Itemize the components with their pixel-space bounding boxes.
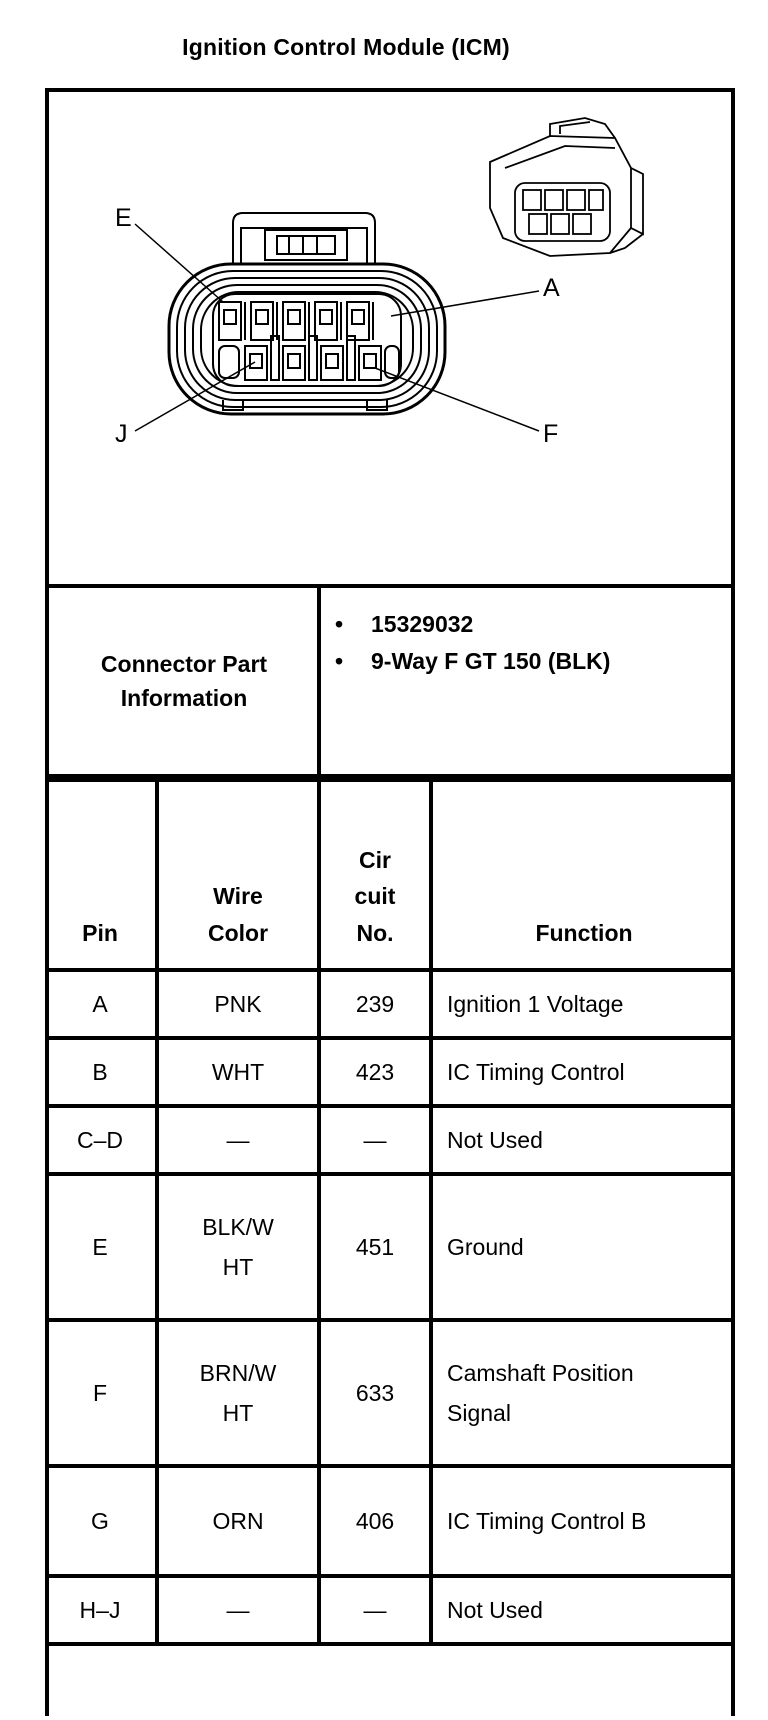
connector-part-info-row bbox=[45, 588, 735, 778]
cell-function: Ignition 1 Voltage bbox=[431, 970, 735, 1038]
pin-table bbox=[45, 778, 735, 1646]
cell-pin: C–D bbox=[45, 1106, 157, 1174]
table-row bbox=[45, 1320, 735, 1466]
cell-function: IC Timing Control bbox=[431, 1038, 735, 1106]
table-row bbox=[45, 970, 735, 1038]
cell-pin: G bbox=[45, 1466, 157, 1576]
table-row bbox=[45, 1466, 735, 1576]
cell-function: IC Timing Control B bbox=[431, 1466, 735, 1576]
cell-wire-color: ORN bbox=[157, 1466, 319, 1576]
connector-part-info-list bbox=[335, 606, 610, 680]
cell-wire-color: — bbox=[157, 1106, 319, 1174]
table-header-row bbox=[45, 780, 735, 970]
table-row bbox=[45, 1106, 735, 1174]
cell-wire-color: WHT bbox=[157, 1038, 319, 1106]
cell-circuit-no: — bbox=[319, 1576, 431, 1644]
table-row bbox=[45, 1576, 735, 1644]
cell-pin: H–J bbox=[45, 1576, 157, 1644]
connector-description: • 9-Way F GT 150 (BLK) bbox=[335, 643, 610, 680]
pin-label-a: A bbox=[543, 274, 560, 302]
table-row bbox=[45, 1174, 735, 1320]
header-pin: Pin bbox=[45, 780, 157, 970]
cell-circuit-no: 633 bbox=[319, 1320, 431, 1466]
pin-label-j: J bbox=[115, 420, 128, 448]
cell-wire-color: BLK/W HT bbox=[157, 1174, 319, 1320]
column-divider bbox=[317, 588, 321, 774]
cell-circuit-no: 239 bbox=[319, 970, 431, 1038]
cell-wire-color: — bbox=[157, 1576, 319, 1644]
connector-face-drawing bbox=[45, 88, 735, 588]
cell-pin: B bbox=[45, 1038, 157, 1106]
cell-pin: A bbox=[45, 970, 157, 1038]
cell-function: Not Used bbox=[431, 1106, 735, 1174]
cell-pin: F bbox=[45, 1320, 157, 1466]
cell-circuit-no: 451 bbox=[319, 1174, 431, 1320]
cell-function: Not Used bbox=[431, 1576, 735, 1644]
header-circuit-no: Cir cuit No. bbox=[319, 780, 431, 970]
cell-circuit-no: 406 bbox=[319, 1466, 431, 1576]
page-title: Ignition Control Module (ICM) bbox=[182, 34, 510, 60]
cell-circuit-no: — bbox=[319, 1106, 431, 1174]
cell-function: Ground bbox=[431, 1174, 735, 1320]
pin-label-f: F bbox=[543, 420, 559, 448]
pin-label-e: E bbox=[115, 204, 132, 232]
cell-wire-color: BRN/W HT bbox=[157, 1320, 319, 1466]
cell-wire-color: PNK bbox=[157, 970, 319, 1038]
header-wire-color: Wire Color bbox=[157, 780, 319, 970]
header-function: Function bbox=[431, 780, 735, 970]
table-row bbox=[45, 1038, 735, 1106]
connector-part-info-label: Connector Part Information bbox=[100, 650, 268, 711]
cell-pin: E bbox=[45, 1174, 157, 1320]
cell-circuit-no: 423 bbox=[319, 1038, 431, 1106]
part-number: • 15329032 bbox=[335, 606, 610, 643]
cell-function: Camshaft Position Signal bbox=[431, 1320, 735, 1466]
connector-diagram bbox=[45, 88, 735, 588]
